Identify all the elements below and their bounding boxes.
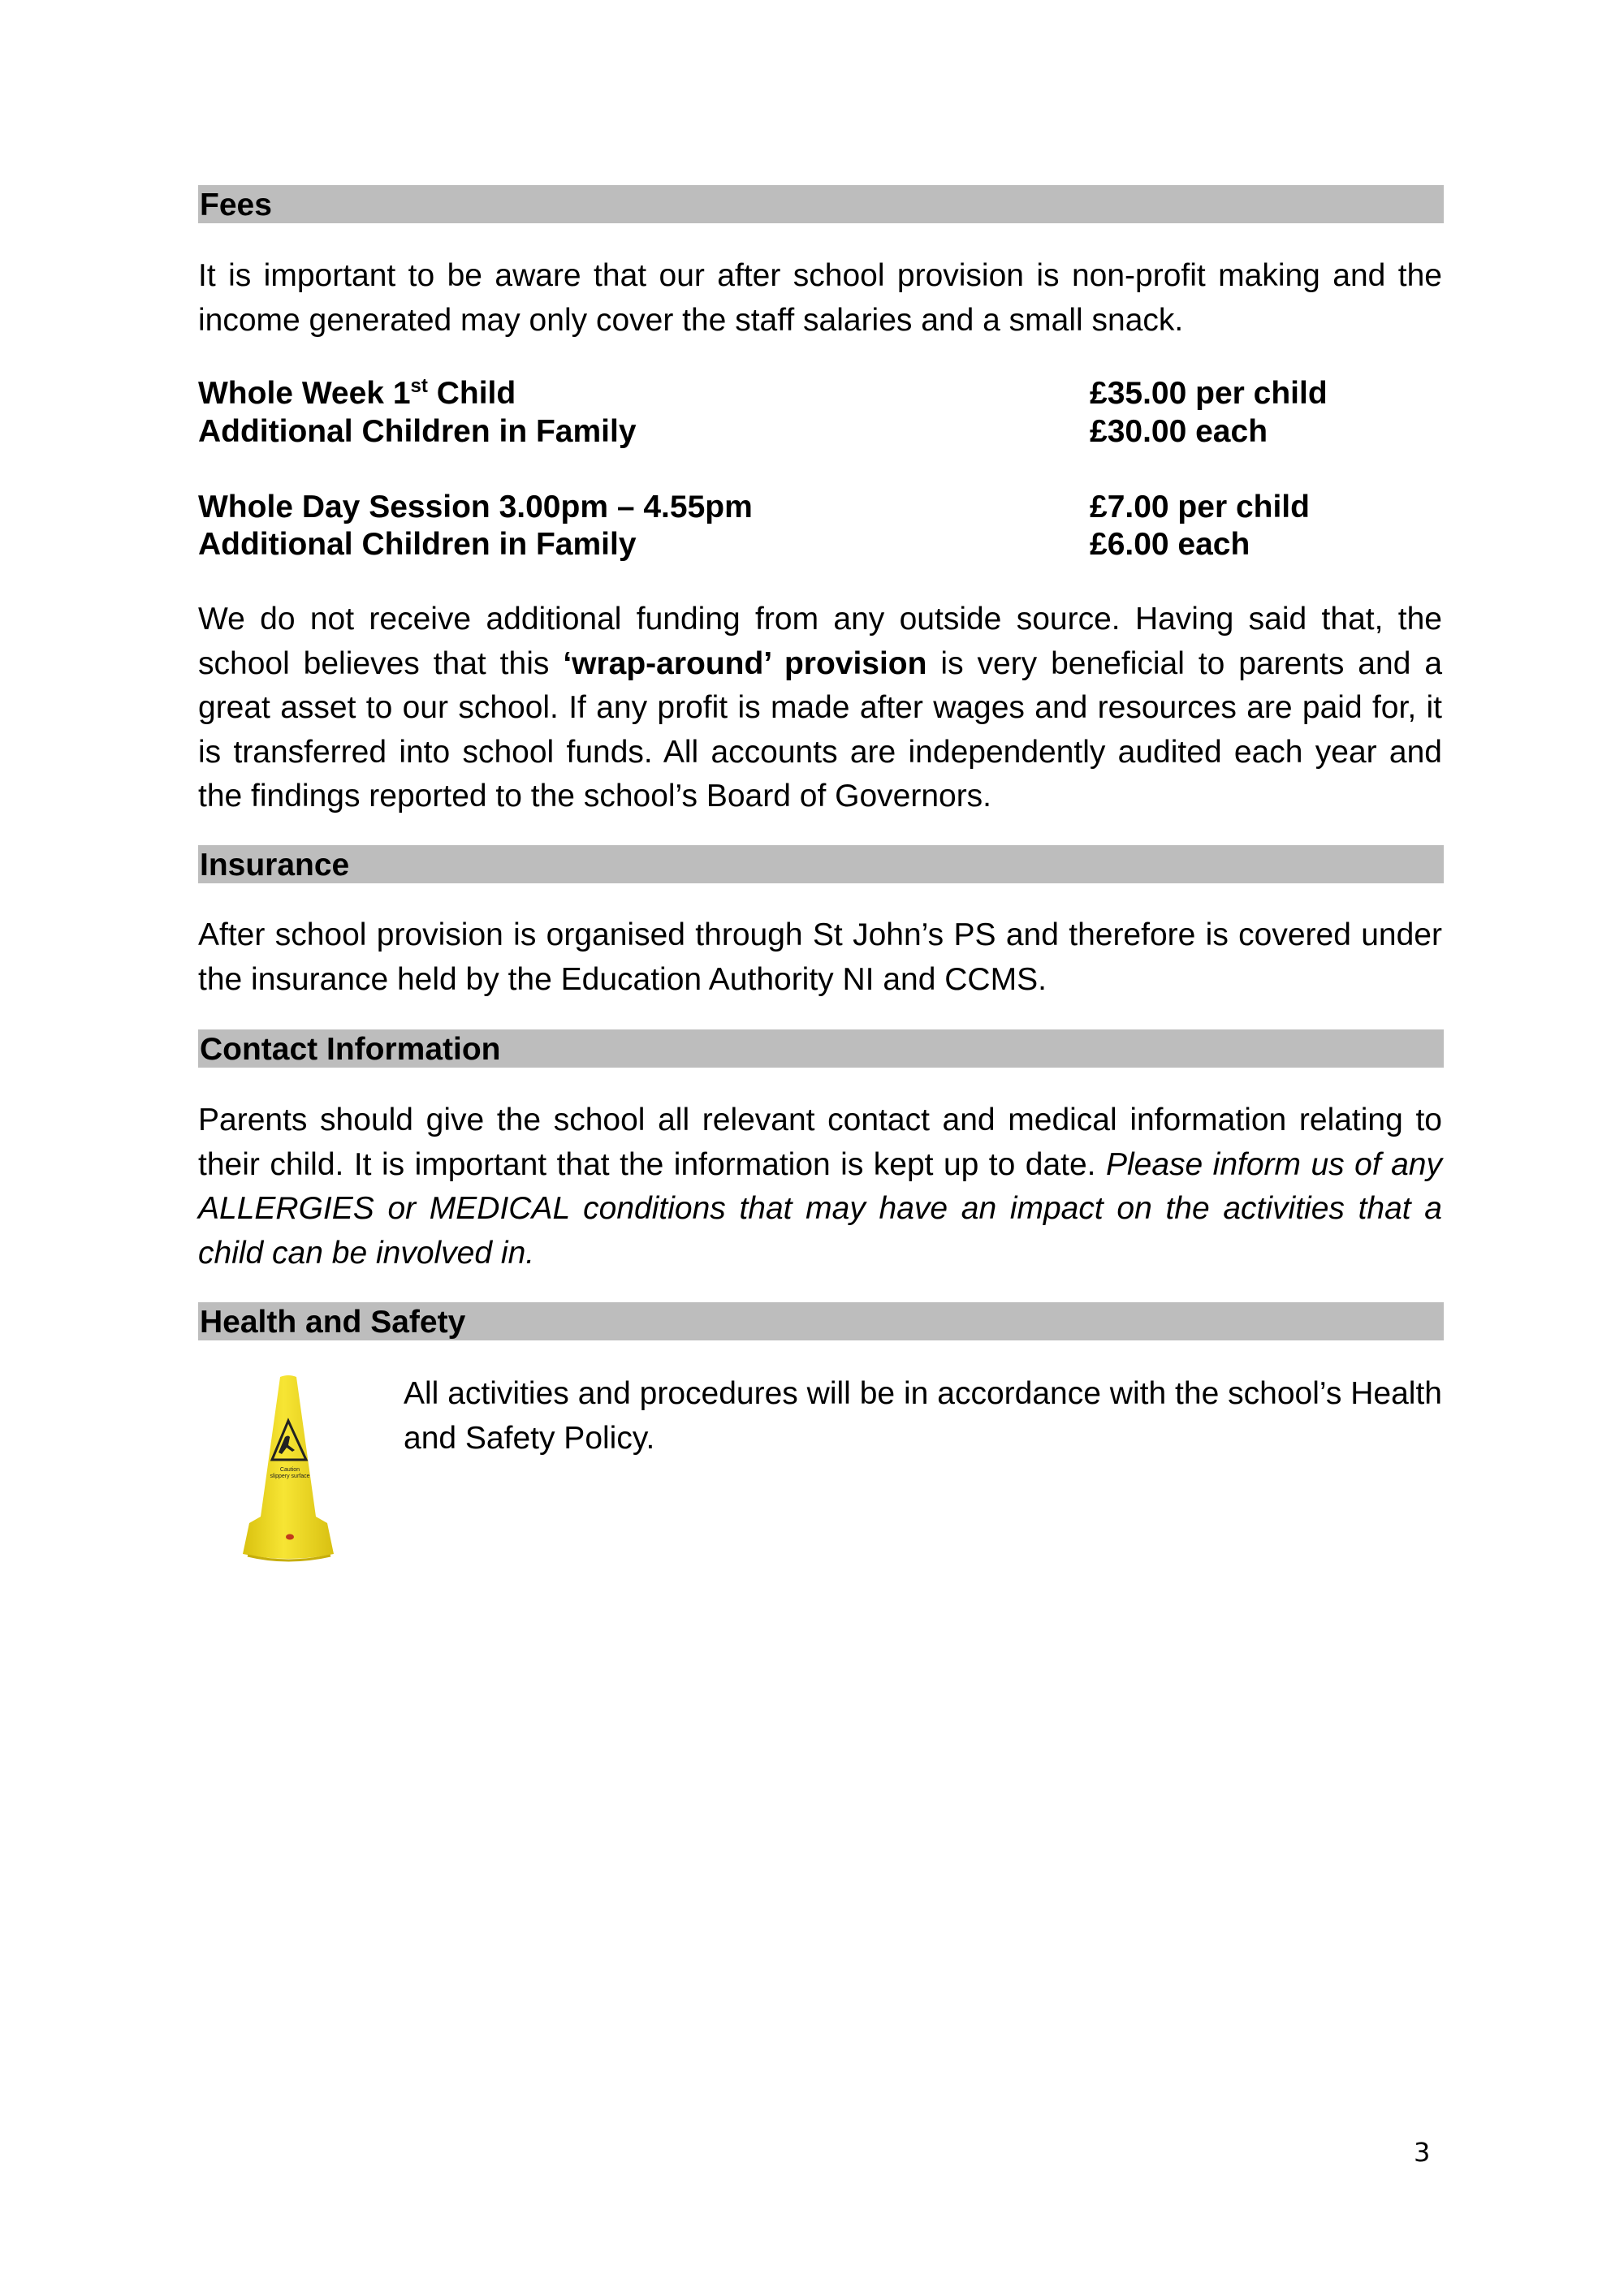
section-heading-fees: Fees: [198, 185, 1444, 223]
fee-price: £6.00 each: [1090, 527, 1250, 562]
section-heading-contact-information: Contact Information: [198, 1029, 1444, 1068]
cone-light: [286, 1534, 294, 1540]
section-heading-insurance: Insurance: [198, 845, 1444, 883]
fee-price: £7.00 per child: [1090, 490, 1310, 524]
insurance-paragraph: After school provision is organised through St John’s PS and therefore is covered under the insurance held by the Education Authority NI and CCMS.: [198, 917, 1442, 997]
cone-caption-line1: Caution: [279, 1467, 300, 1473]
wrap-around-emphasis: ‘wrap-around’ provision: [563, 645, 927, 681]
fees-intro-paragraph: It is important to be aware that our after school provision is non-profit making and the income generated may only cover the staff salaries and a small snack.: [198, 258, 1442, 338]
fee-price: £30.00 each: [1090, 414, 1268, 449]
section-heading-health-and-safety: Health and Safety: [198, 1302, 1444, 1340]
contact-paragraph: Parents should give the school all relevant contact and medical information relating to their child. It is important that the information is kept up to date. Please inform us of any ALLERGIES or MEDICAL conditions that may have an impact on the activities that a child can be involved in.: [198, 1103, 1442, 1271]
fee-price: £35.00 per child: [1090, 376, 1328, 411]
fee-label: Additional Children in Family: [198, 527, 637, 562]
funding-paragraph: We do not receive additional funding from any outside source. Having said that, the school believes that this ‘wrap-around’ provision is very beneficial to parents and a great asset to our school. If any profit is made after wages and resources are paid for, it is transferred into school funds. All accounts are independently audited each year and the findings reported to the school’s Board of Governors.: [198, 602, 1443, 814]
fee-label: Whole Day Session 3.00pm – 4.55pm: [198, 490, 753, 524]
caution-cone-icon: [231, 1372, 345, 1567]
allergies-notice: Please inform us of any ALLERGIES or MEDICAL conditions that may have an impact on the activities that a child can be involved in.: [198, 1146, 1442, 1271]
health-safety-paragraph: All activities and procedures will be in accordance with the school’s Health and Safety Policy.: [404, 1376, 1442, 1456]
fee-label: Additional Children in Family: [198, 414, 637, 449]
fee-label: Whole Week 1st Child: [198, 375, 516, 411]
page-number: 3: [1414, 2137, 1431, 2168]
cone-caption-line2: slippery surface: [270, 1474, 310, 1479]
